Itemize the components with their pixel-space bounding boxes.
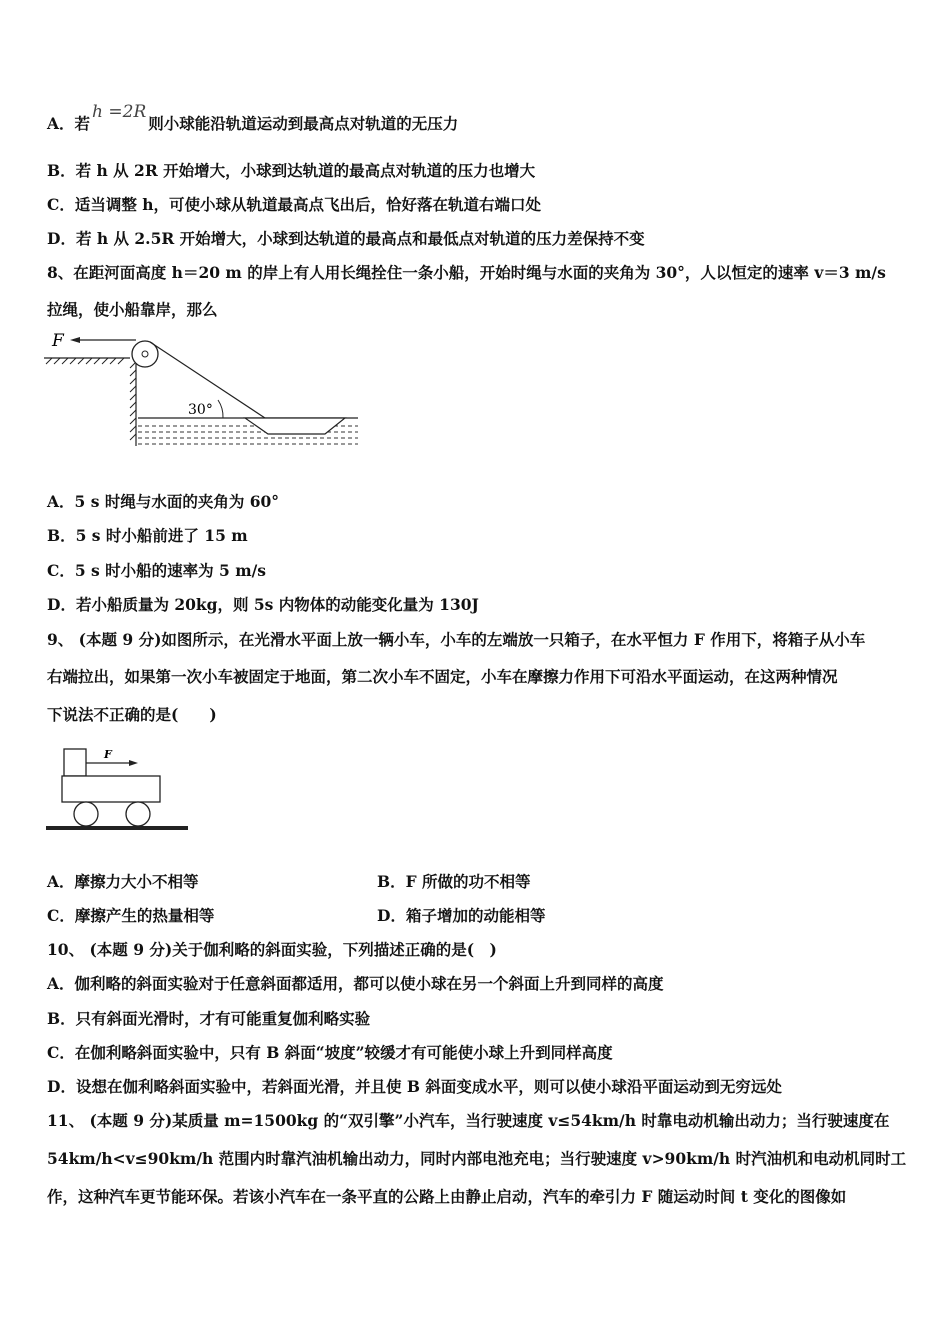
q10-option-b: B．只有斜面光滑时，才有可能重复伽利略实验 — [47, 1009, 371, 1028]
q7-option-b: B．若 h 从 2R 开始增大，小球到达轨道的最高点对轨道的压力也增大 — [47, 161, 536, 180]
q11-stem-line-1: 11、 (本题 9 分)某质量 m=1500kg 的“双引擎”小汽车，当行驶速度 v≤54km/h 时靠电动机输出动力；当行驶速度在 — [47, 1111, 890, 1130]
q7-option-a-prefix: A．若 — [47, 114, 91, 133]
q11-stem-line-3: 作，这种汽车更节能环保。若该小汽车在一条平直的公路上由静止启动，汽车的牵引力 F 随运动时间 t 变化的图像如 — [47, 1187, 847, 1206]
q8-option-c: C．5 s 时小船的速率为 5 m/s — [47, 561, 267, 580]
q10-stem: 10、 (本题 9 分)关于伽利略的斜面实验，下列描述正确的是( ) — [47, 940, 497, 959]
q8-wall-hatching — [130, 362, 136, 440]
q9-wheel-left — [74, 802, 98, 826]
q7-option-d: D．若 h 从 2.5R 开始增大，小球到达轨道的最高点和最低点对轨道的压力差保持不变 — [47, 229, 645, 248]
q8-stem-line-2: 拉绳，使小船靠岸，那么 — [47, 300, 218, 319]
q8-stem-line-1: 8、在距河面高度 h＝20 m 的岸上有人用长绳拴住一条小船，开始时绳与水面的夹角为 30°，人以恒定的速率 v＝3 m/s — [47, 263, 886, 282]
q9-stem-line-2: 右端拉出，如果第一次小车被固定于地面，第二次小车不固定，小车在摩擦力作用下可沿水平面运动，在这两种情况 — [47, 667, 838, 686]
q8-option-b: B．5 s 时小船前进了 15 m — [47, 526, 248, 545]
q8-angle-arc — [218, 400, 223, 418]
q8-force-label: F — [52, 331, 64, 351]
q9-force-label: F — [104, 748, 112, 761]
q8-boat-figure — [40, 328, 365, 448]
q10-option-d: D．设想在伽利略斜面实验中，若斜面光滑，并且使 B 斜面变成水平，则可以使小球沿平面运动到无穷远处 — [47, 1077, 782, 1096]
q7-option-a — [47, 102, 459, 135]
q10-option-c: C．在伽利略斜面实验中，只有 B 斜面“坡度”较缓才有可能使小球上升到同样高度 — [47, 1043, 613, 1062]
q10-option-a: A．伽利略的斜面实验对于任意斜面都适用，都可以使小球在另一个斜面上升到同样的高度 — [47, 974, 664, 993]
q8-bank-hatching — [46, 358, 124, 364]
q9-force-arrowhead — [129, 760, 138, 766]
q9-box — [64, 749, 86, 776]
q9-wheel-right — [126, 802, 150, 826]
q9-cart-figure — [44, 744, 194, 836]
q9-option-c: C．摩擦产生的热量相等 — [47, 906, 215, 925]
q9-cart-body — [62, 776, 160, 802]
q9-stem-line-3: 下说法不正确的是( ) — [47, 705, 217, 724]
q8-force-arrowhead — [70, 337, 80, 343]
q7-option-a-suffix: 则小球能沿轨道运动到最高点对轨道的无压力 — [148, 114, 459, 133]
q8-pulley-axle — [142, 351, 148, 357]
q9-option-a: A．摩擦力大小不相等 — [47, 872, 199, 891]
q8-angle-label: 30° — [188, 402, 213, 418]
q9-option-b: B．F 所做的功不相等 — [377, 872, 531, 891]
q7-option-a-formula: h =2R — [92, 102, 147, 122]
q11-stem-line-2: 54km/h<v≤90km/h 范围内时靠汽油机输出动力，同时内部电池充电；当行驶速度 v>90km/h 时汽油机和电动机同时工 — [47, 1149, 907, 1168]
q8-option-a: A．5 s 时绳与水面的夹角为 60° — [47, 492, 280, 511]
q8-option-d: D．若小船质量为 20kg，则 5s 内物体的动能变化量为 130J — [47, 595, 479, 614]
q9-ground — [46, 826, 188, 830]
q7-option-c: C．适当调整 h，可使小球从轨道最高点飞出后，恰好落在轨道右端口处 — [47, 195, 542, 214]
q9-stem-line-1: 9、 (本题 9 分)如图所示，在光滑水平面上放一辆小车，小车的左端放一只箱子，在水平恒力 F 作用下，将箱子从小车 — [47, 630, 866, 649]
q9-option-d: D．箱子增加的动能相等 — [377, 906, 546, 925]
